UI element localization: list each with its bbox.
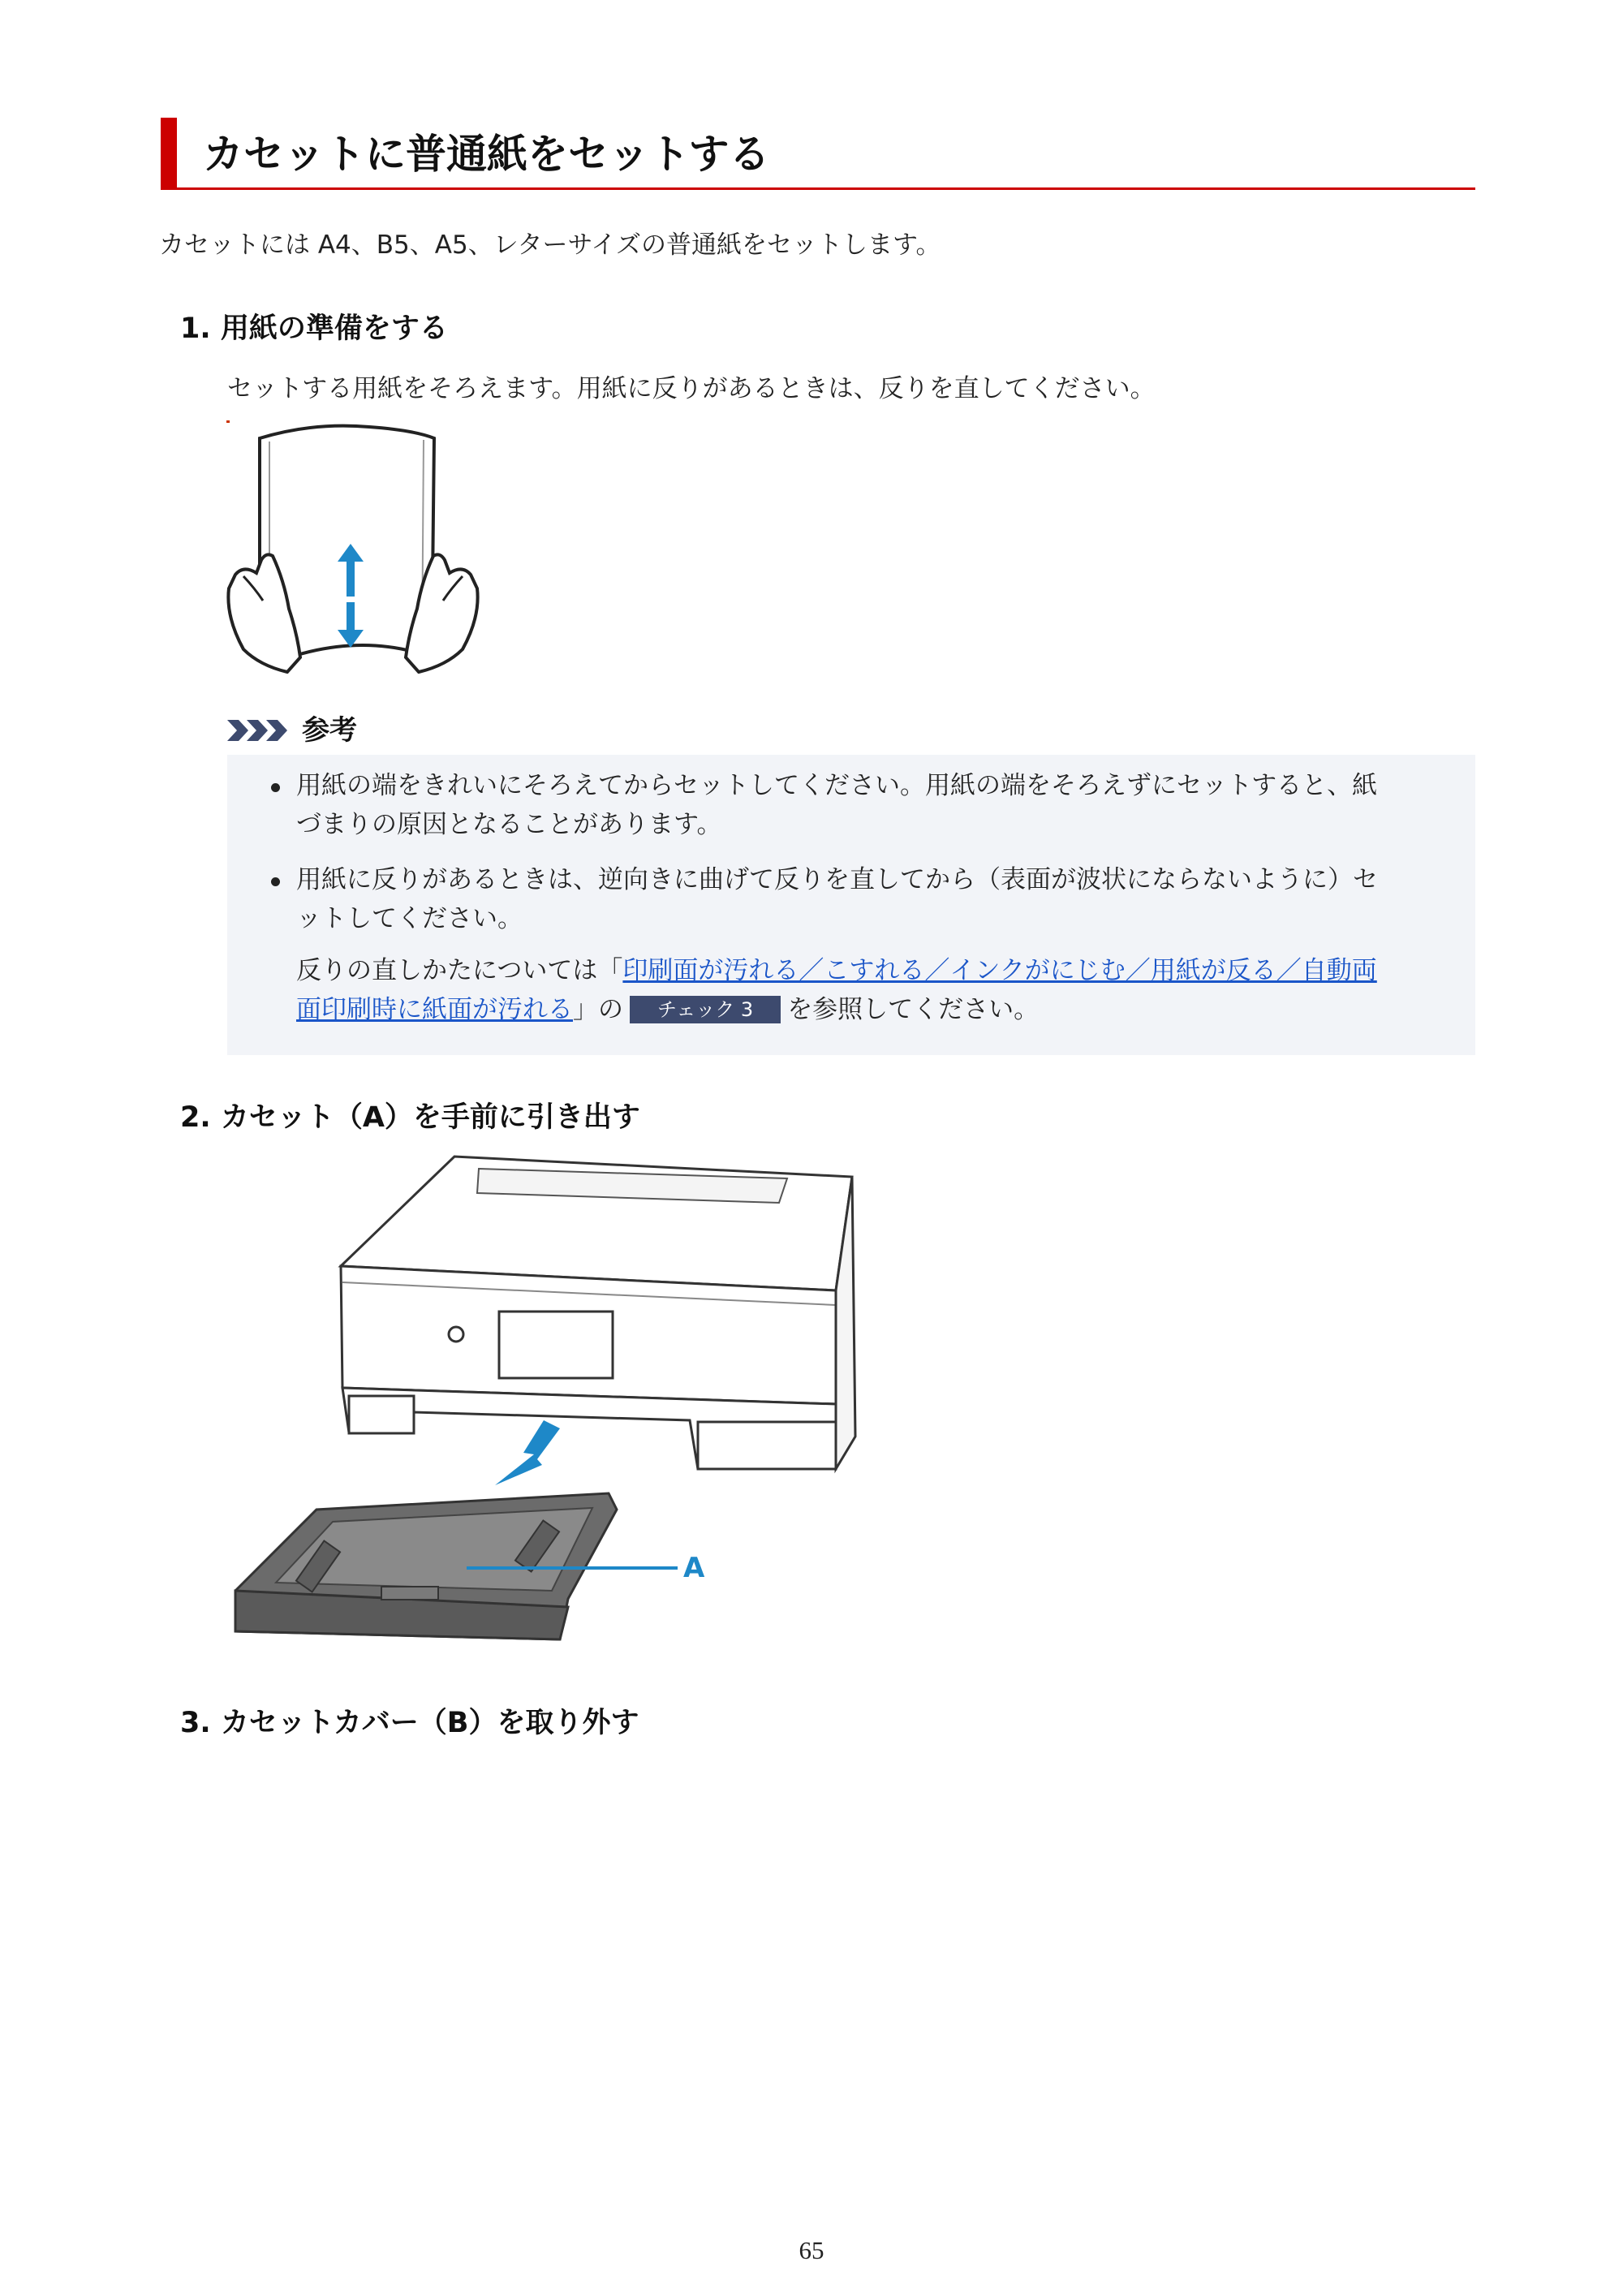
- reference-chevrons-icon: [227, 717, 294, 744]
- title-accent-bar: [161, 118, 177, 189]
- step-1-text: セットする用紙をそろえます。用紙に反りがあるときは、反りを直してください。: [227, 374, 1156, 403]
- note-item-1-line-1: 用紙の端をきれいにそろえてからセットしてください。用紙の端をそろえずにセットすると、紙: [296, 771, 1378, 800]
- callout-label-a: A: [683, 1552, 705, 1584]
- step-3-title: 3. カセットカバー（B）を取り外す: [180, 1707, 639, 1739]
- title-underline: [161, 187, 1475, 190]
- reference-mid: 」の: [573, 995, 623, 1024]
- note-heading-label: 参考: [302, 714, 357, 747]
- cassette-handle: [381, 1587, 438, 1600]
- note-reference-line-2: [296, 990, 1039, 1029]
- note-item-2-line-2: ットしてください。: [296, 904, 523, 933]
- marker-dot: [226, 420, 230, 423]
- step-1-title: 1. 用紙の準備をする: [180, 312, 448, 345]
- note-item-2-line-1: 用紙に反りがあるときは、逆向きに曲げて反りを直してから（表面が波状にならないように）セ: [296, 865, 1378, 894]
- reference-suffix: を参照してください。: [787, 995, 1040, 1024]
- right-foot: [698, 1422, 836, 1469]
- note-bullet-2: [271, 877, 280, 886]
- note-bullet-1: [271, 783, 280, 792]
- touch-screen: [499, 1312, 613, 1378]
- page-title: カセットに普通紙をセットする: [203, 131, 770, 178]
- paper-flattening-illustration: [219, 414, 487, 674]
- note-item-1-line-2: づまりの原因となることがあります。: [296, 810, 722, 839]
- intro-text: カセットには A4、B5、A5、レターサイズの普通紙をセットします。: [159, 230, 941, 260]
- check-3-badge[interactable]: チェック 3: [630, 996, 781, 1023]
- note-reference-line-1: [296, 951, 1377, 990]
- page-number: 65: [799, 2236, 824, 2264]
- troubleshooting-link[interactable]: 印刷面が汚れる／こすれる／インクがにじむ／用紙が反る／自動両: [622, 956, 1377, 985]
- power-button-icon: [449, 1327, 463, 1342]
- pull-out-arrow-icon: [495, 1420, 560, 1485]
- left-foot: [349, 1396, 414, 1433]
- step-2-title: 2. カセット（A）を手前に引き出す: [180, 1101, 640, 1134]
- reference-prefix: 反りの直しかたについては「: [296, 956, 623, 985]
- printer-cassette-illustration: [219, 1152, 868, 1656]
- troubleshooting-link-cont[interactable]: 面印刷時に紙面が汚れる: [296, 995, 573, 1024]
